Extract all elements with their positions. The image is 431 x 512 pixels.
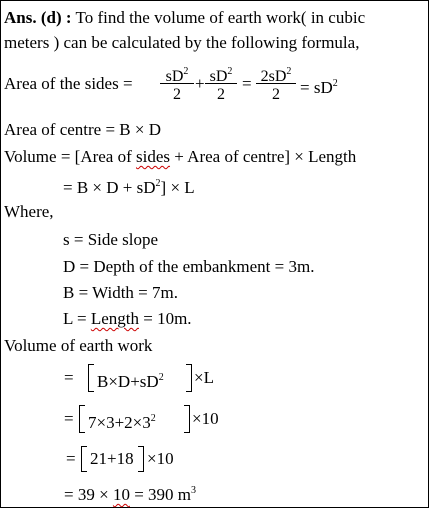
step3-right-bracket [138, 446, 144, 472]
equals-sign: = [242, 74, 252, 93]
step1-body: $B\times D+sD^2$ [97, 372, 164, 391]
step3-equals: = [66, 449, 76, 468]
step2-body: $7\times 3+2\times 3^2$ [88, 413, 156, 432]
volume-formula-line2: = $B \times D + sD^2] \times L$ [63, 178, 195, 197]
step2-tail: ×10 [192, 409, 219, 428]
def-d: D = Depth of the embankment = 3m. [63, 257, 315, 276]
volume-formula: Volume = [Area of sides + Area of centre] × Length [4, 147, 357, 166]
answer-label: Ans. (d) : [4, 8, 72, 27]
step2-equals: = [64, 409, 74, 428]
step3-body: 21+18 [90, 449, 134, 468]
step2-left-bracket [79, 405, 85, 433]
final-result: = 39 × 10 = 390 $m^3$ [64, 485, 196, 504]
centre-area: Area of centre = B × D [4, 120, 162, 139]
volume-earth-work-heading: Volume of earth work [4, 336, 153, 355]
def-s: s = Side slope [63, 230, 159, 249]
step3-left-bracket [81, 446, 87, 472]
step1-tail: ×L [194, 368, 214, 387]
step1-right-bracket [186, 364, 192, 392]
step2-right-bracket [184, 405, 190, 433]
sides-formula-lhs: Area of the sides = [4, 74, 133, 93]
step1-equals: = [64, 368, 74, 387]
sides-result: = $sD^2$ [300, 78, 338, 97]
fraction-3: $2sD^2$ 2 [256, 62, 296, 105]
def-b: B = Width = 7m. [63, 283, 178, 302]
intro-line-2: meters ) can be calculated by the following formula, [4, 33, 360, 52]
where-label: Where, [4, 202, 54, 221]
def-l: L = Length = 10m. [63, 309, 192, 328]
intro-line-1 [4, 8, 365, 28]
step3-tail: ×10 [147, 449, 174, 468]
step1-left-bracket [88, 364, 94, 392]
intro-text-1: To find the volume of earth work( in cubic [75, 8, 366, 27]
plus-sign: + [195, 74, 205, 93]
fraction-2: $sD^2$ 2 [205, 62, 237, 105]
fraction-1: $sD^2$ 2 [160, 62, 194, 105]
